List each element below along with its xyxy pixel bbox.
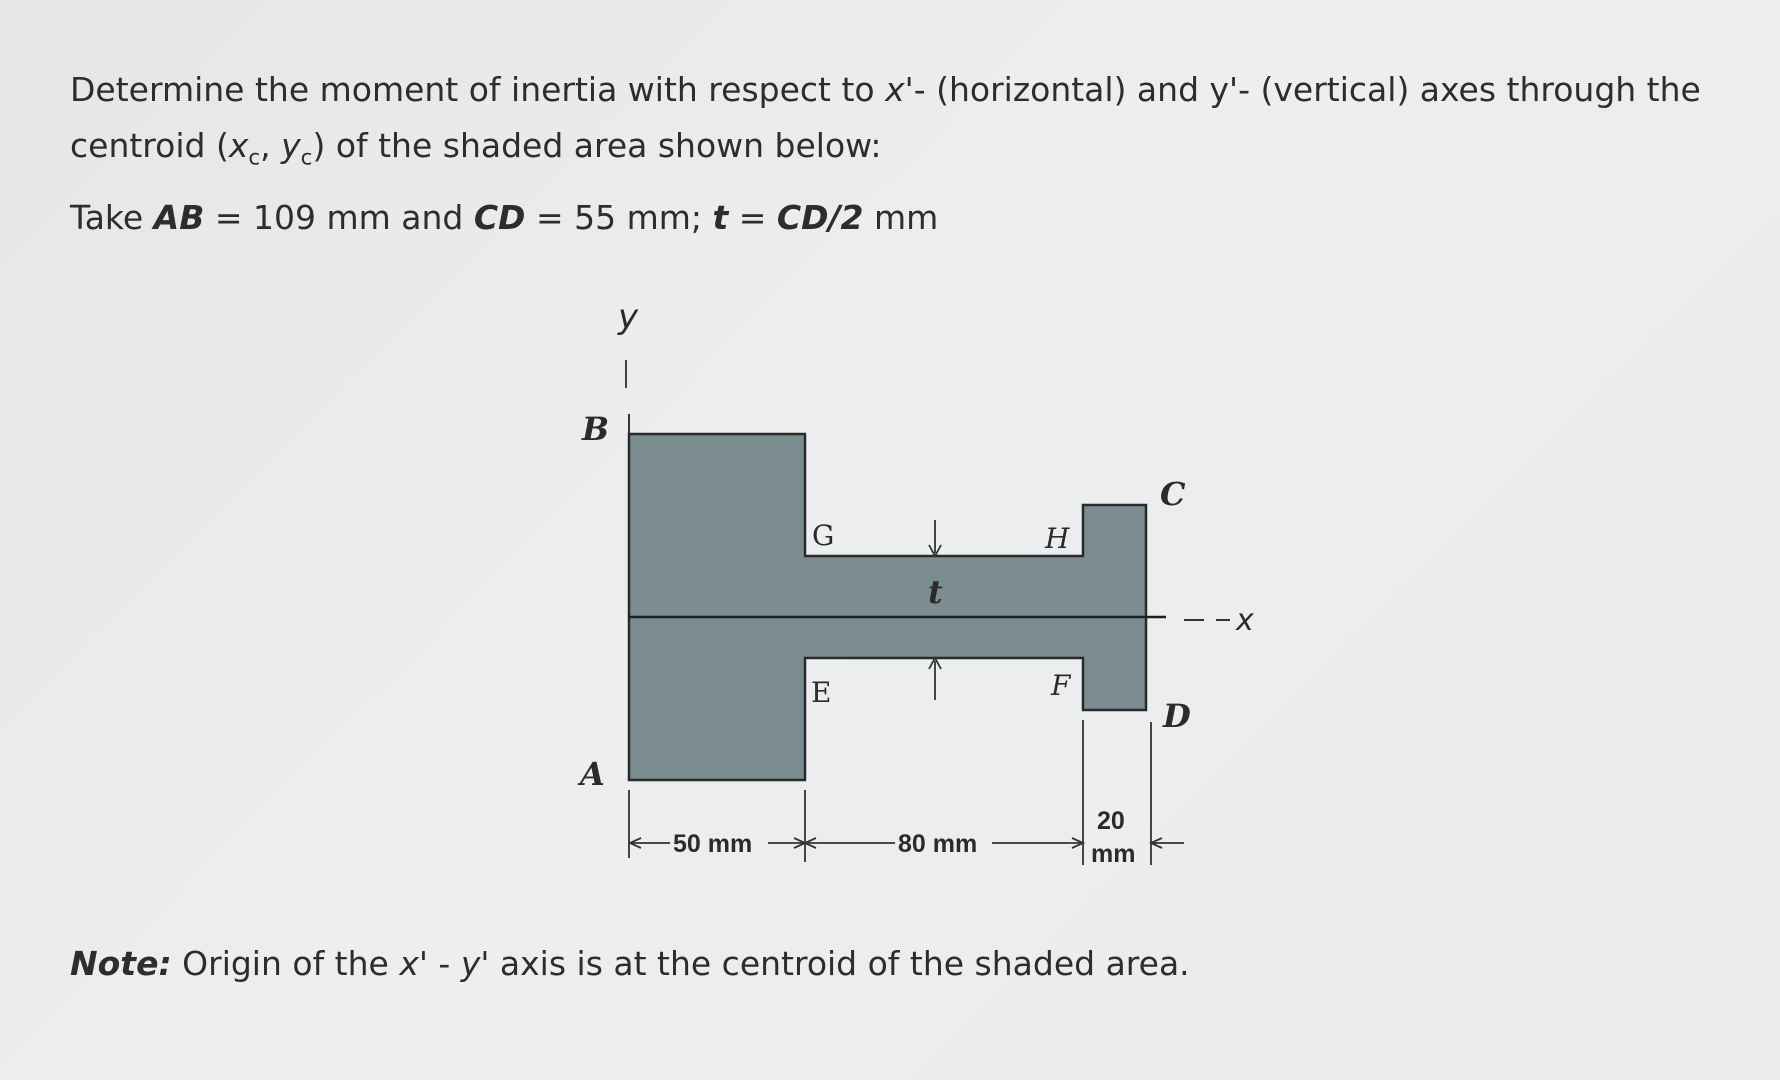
yc-symbol: y (281, 126, 301, 165)
problem-text: = (728, 198, 777, 237)
note-label: Note: (70, 944, 172, 983)
problem-text: Determine the moment of inertia with respect to (70, 70, 886, 109)
note-text: Origin of the (171, 944, 400, 983)
t-unit: mm (863, 198, 939, 237)
dimension-80-label: 80 mm (898, 830, 978, 858)
ab-label: AB (153, 198, 205, 237)
y-prime-symbol: y' (1209, 70, 1239, 109)
dimension-20-value: 20 (1097, 807, 1125, 835)
t-label: t (712, 198, 729, 237)
point-f-label: F (1051, 669, 1071, 702)
t-expression: CD/2 (776, 198, 864, 237)
point-a-label: A (580, 755, 605, 793)
dimension-50-label: 50 mm (673, 830, 753, 858)
point-h-label: H (1045, 522, 1070, 555)
x-axis-label: x (1236, 603, 1254, 638)
ab-value: = 109 mm and (204, 198, 474, 237)
note-text: - (427, 944, 461, 983)
y-axis-label: y (618, 297, 639, 337)
point-e-label: E (811, 676, 832, 709)
dimension-20-unit: mm (1091, 840, 1136, 868)
point-b-label: B (582, 410, 610, 448)
point-d-label: D (1163, 697, 1191, 735)
note-line (70, 944, 1730, 984)
shaded-area (629, 434, 1146, 780)
xc-subscript: c (248, 145, 261, 171)
problem-text: ) of the shaded area shown below: (312, 126, 882, 165)
problem-text: centroid ( (70, 126, 229, 165)
point-c-label: C (1160, 475, 1186, 513)
problem-text: , (260, 126, 282, 165)
note-text: axis is at the centroid of the shaded area. (489, 944, 1190, 983)
cd-label: CD (473, 198, 526, 237)
thickness-label: t (928, 573, 943, 611)
yc-subscript: c (300, 145, 313, 171)
y-prime-symbol: y' (460, 944, 490, 983)
problem-text: - (horizontal) and (913, 70, 1210, 109)
cd-value: = 55 mm; (525, 198, 713, 237)
x-prime-symbol: x' (399, 944, 428, 983)
x-prime-symbol: x' (885, 70, 914, 109)
xc-symbol: x (228, 126, 249, 165)
problem-text: - (vertical) axes through the (1238, 70, 1701, 109)
problem-text: Take (70, 198, 154, 237)
point-g-label: G (812, 519, 835, 552)
